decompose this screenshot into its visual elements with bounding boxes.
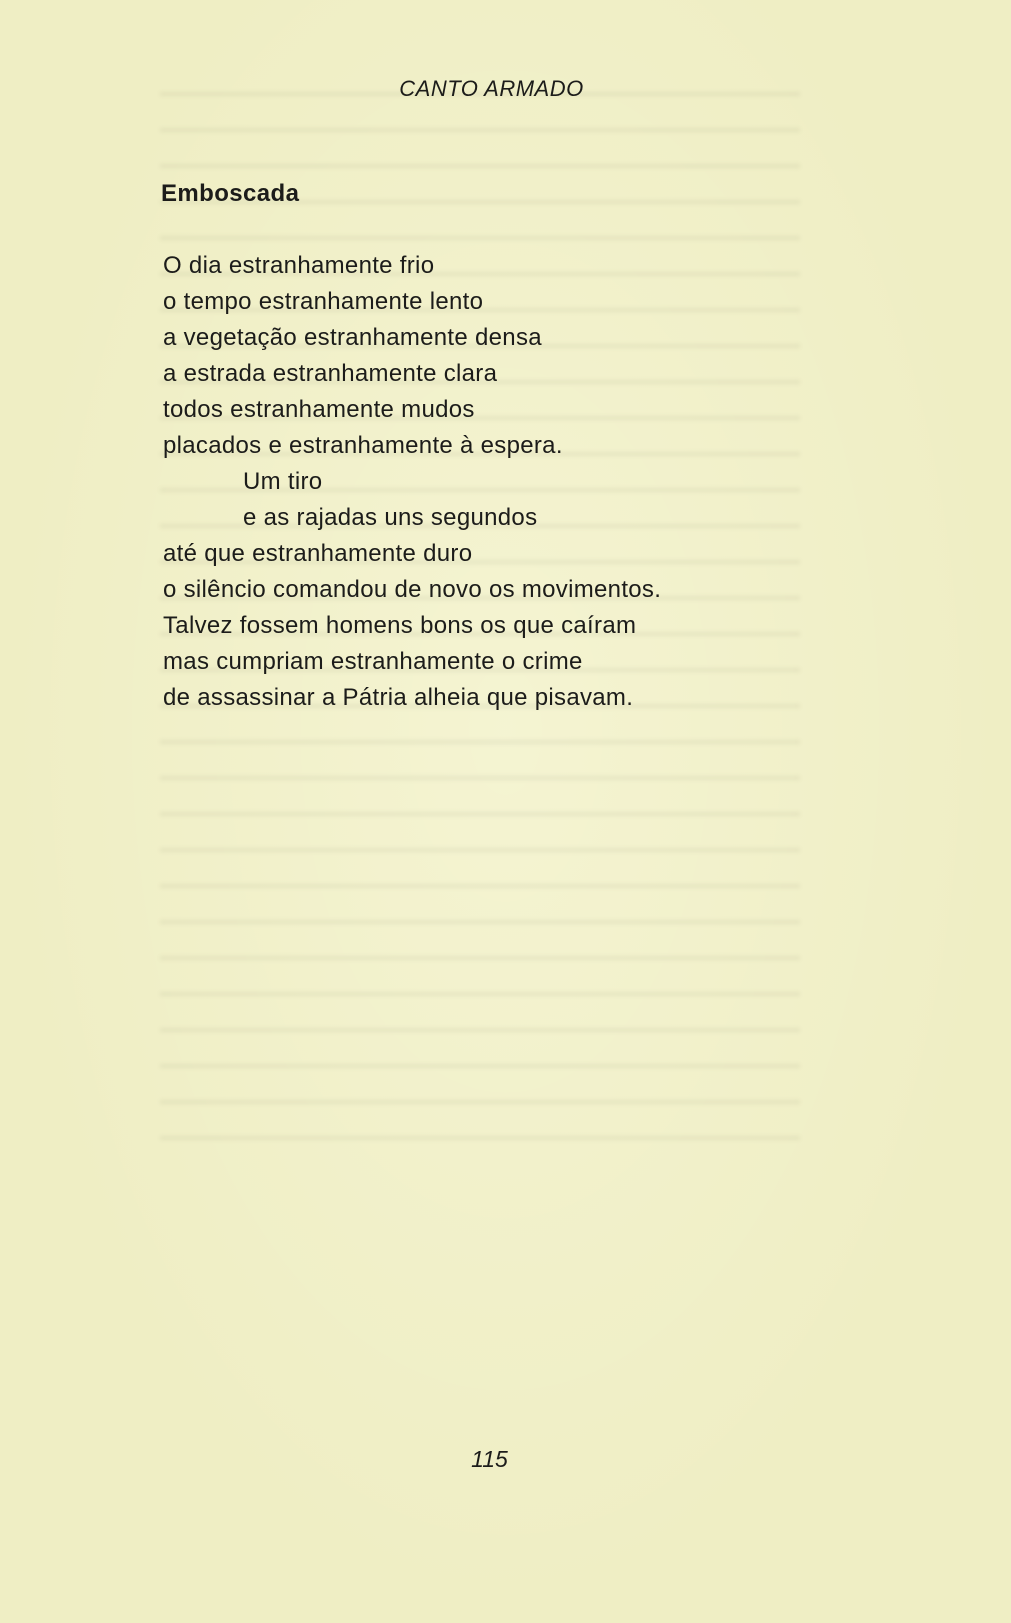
poem-line: Talvez fossem homens bons os que caíram [163, 612, 637, 639]
poem-line: Um tiro [243, 468, 323, 495]
poem-line: O dia estranhamente frio [163, 252, 435, 279]
poem-line: o tempo estranhamente lento [163, 288, 484, 315]
page-number-text: 115 [471, 1446, 508, 1472]
poem-line: até que estranhamente duro [163, 540, 473, 567]
poem-title: Emboscada [161, 180, 300, 207]
page-number [0, 1446, 1011, 1473]
poem-line: o silêncio comandou de novo os movimentos. [163, 576, 662, 603]
running-head-text: CANTO ARMADO [399, 76, 584, 101]
running-head [0, 76, 1011, 102]
poem-line: mas cumpriam estranhamente o crime [163, 648, 583, 675]
poem-line: de assassinar a Pátria alheia que pisavam. [163, 684, 634, 711]
poem-line: e as rajadas uns segundos [243, 504, 538, 531]
poem-line: todos estranhamente mudos [163, 396, 475, 423]
poem-line: a estrada estranhamente clara [163, 360, 498, 387]
poem-line: a vegetação estranhamente densa [163, 324, 542, 351]
poem-body [163, 248, 661, 716]
poem-line: placados e estranhamente à espera. [163, 432, 563, 459]
